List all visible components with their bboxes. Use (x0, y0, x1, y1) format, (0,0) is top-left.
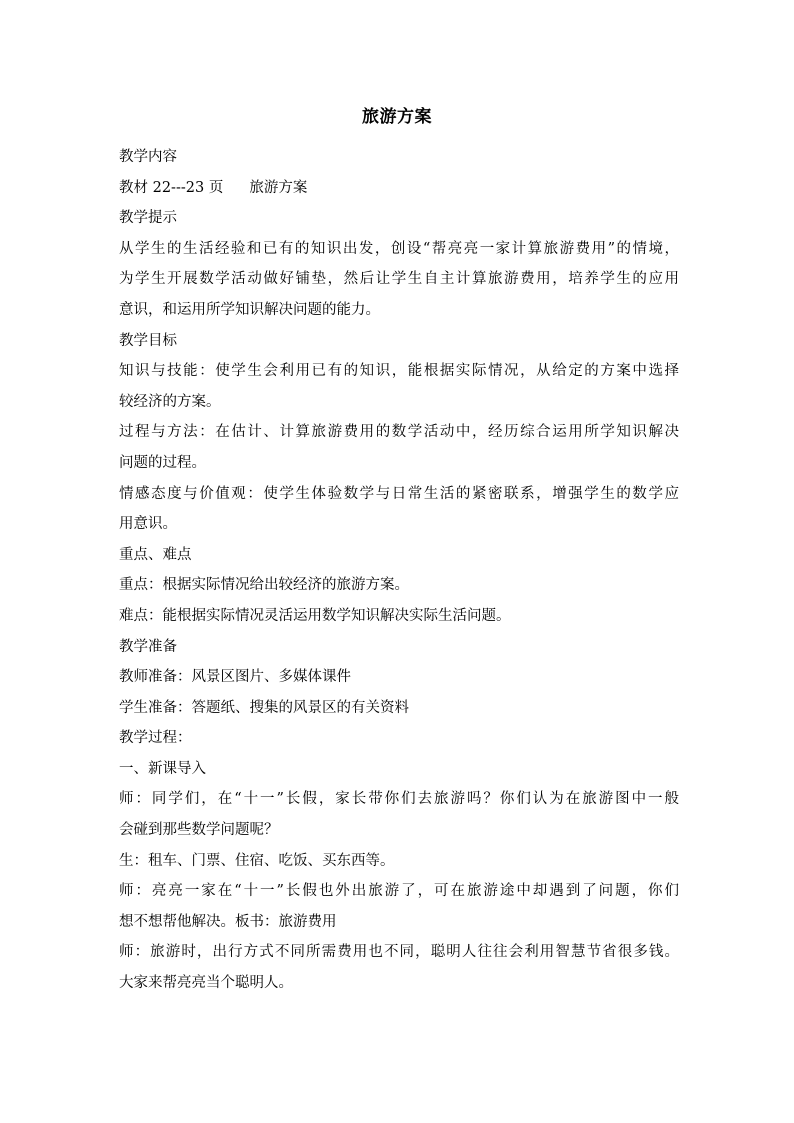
heading-teaching-content: 教学内容 (119, 149, 177, 165)
paragraph-line: 大家来帮亮亮当个聪明人。 (119, 975, 293, 992)
paragraph-line: 情感态度与价值观：使学生体验数学与日常生活的紧密联系，增强学生的数学应 (119, 485, 679, 502)
lesson-name: 旅游方案 (249, 179, 308, 196)
paragraph-line: 师：同学们，在“十一”长假，家长带你们去旅游吗？你们认为在旅游图中一般 (119, 791, 679, 808)
paragraph-line: 较经济的方案。 (119, 393, 221, 410)
paragraph-line: 问题的过程。 (119, 454, 206, 471)
document-title: 旅游方案 (362, 107, 432, 127)
paragraph-line: 生：租车、门票、住宿、吃饭、买东西等。 (119, 852, 395, 869)
heading-teaching-process: 教学过程： (119, 730, 192, 747)
paragraph-line: 意识，和运用所学知识解决问题的能力。 (119, 301, 380, 318)
heading-section-intro: 一、新课导入 (119, 760, 206, 777)
paragraph-line: 知识与技能：使学生会利用已有的知识，能根据实际情况，从给定的方案中选择 (119, 363, 679, 380)
paragraph-line: 为学生开展数学活动做好铺垫，然后让学生自主计算旅游费用，培养学生的应用 (119, 271, 679, 288)
document-body (119, 142, 679, 999)
heading-teaching-goals: 教学目标 (119, 332, 177, 349)
paragraph-line: 想不想帮他解决。板书：旅游费用 (119, 913, 337, 930)
paragraph-line: 难点：能根据实际情况灵活运用数学知识解决实际生活问题。 (119, 607, 511, 624)
paragraph-line: 会碰到那些数学问题呢？ (119, 822, 279, 839)
textbook-pages-line (119, 173, 679, 204)
heading-teaching-prep: 教学准备 (119, 638, 177, 655)
paragraph-line: 学生准备：答题纸、搜集的风景区的有关资料 (119, 699, 409, 716)
paragraph-line: 从学生的生活经验和已有的知识出发，创设“帮亮亮一家计算旅游费用”的情境， (119, 240, 679, 257)
paragraph-line: 师：亮亮一家在“十一”长假也外出旅游了，可在旅游途中却遇到了问题，你们 (119, 883, 679, 900)
paragraph-line: 重点：根据实际情况给出较经济的旅游方案。 (119, 577, 409, 594)
textbook-pages: 教材 22---23 页 (119, 179, 224, 196)
paragraph-line: 用意识。 (119, 516, 177, 533)
paragraph-line: 教师准备：风景区图片、多媒体课件 (119, 669, 351, 686)
heading-teaching-tips: 教学提示 (119, 210, 177, 227)
paragraph-line: 过程与方法：在估计、计算旅游费用的数学活动中，经历综合运用所学知识解决 (119, 424, 679, 441)
heading-key-points: 重点、难点 (119, 546, 192, 563)
paragraph-line: 师：旅游时，出行方式不同所需费用也不同，聪明人往往会利用智慧节省很多钱。 (119, 944, 679, 961)
